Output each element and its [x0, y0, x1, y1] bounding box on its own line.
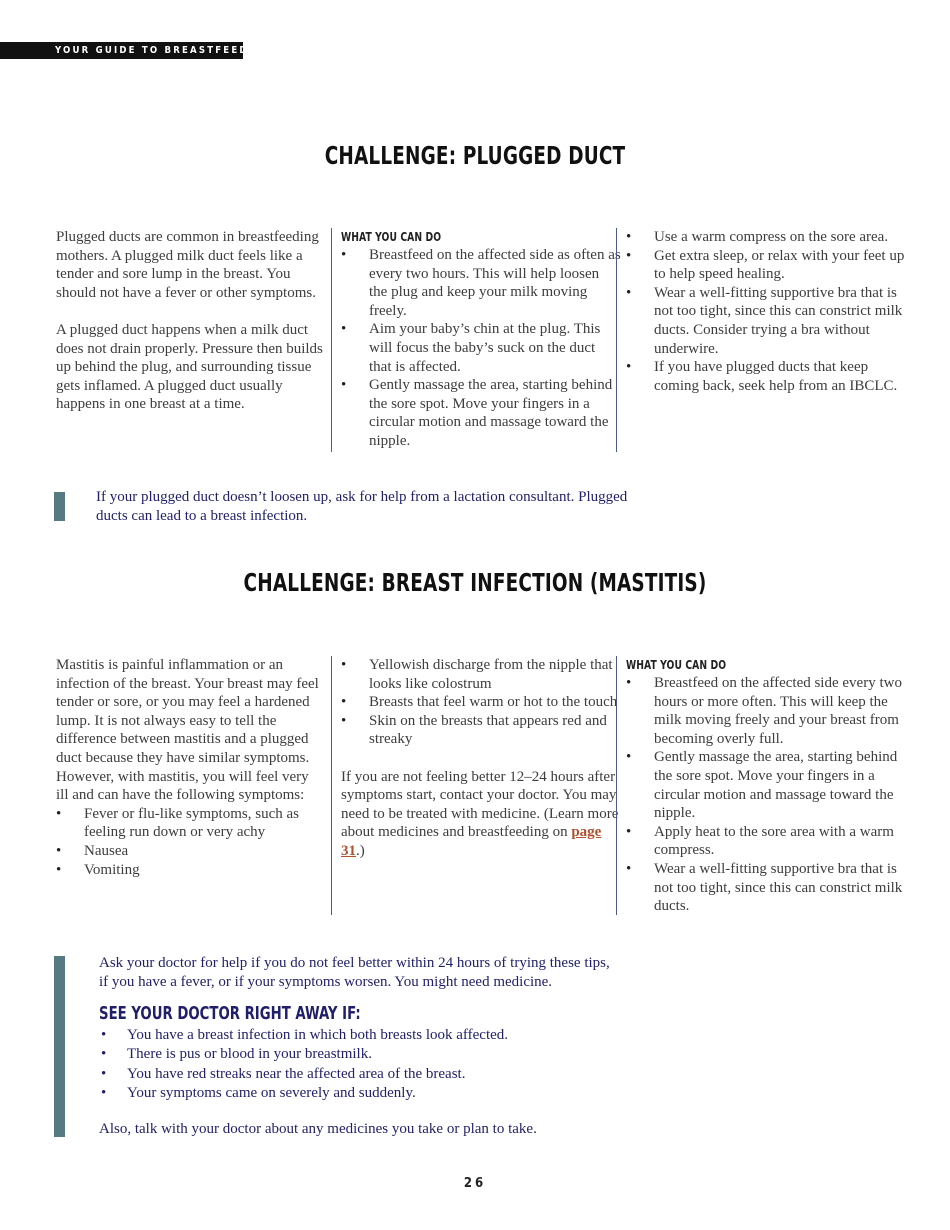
mastitis-symptoms-list: [56, 805, 322, 879]
list-item: • You have a breast infection in which both breasts look affected.: [99, 1026, 619, 1045]
mastitis-symptoms-column: [331, 656, 621, 915]
mastitis-callout-intro: Ask your doctor for help if you do not feel better within 24 hours of trying these tips, if you have a fever, or if your symptoms worsen. You might need medicine.: [99, 955, 610, 991]
list-item: • Your symptoms came on severely and suddenly.: [99, 1084, 619, 1103]
list-item: • Wear a well-fitting supportive bra that is not too tight, since this can constrict milk ducts.: [626, 860, 910, 916]
mastitis-callout-outro: Also, talk with your doctor about any medicines you take or plan to take.: [99, 1121, 537, 1138]
list-item: • Yellowish discharge from the nipple that looks like colostrum: [341, 656, 621, 693]
plugged-duct-more-tips-list: [626, 228, 910, 395]
page-number: 26: [463, 1176, 487, 1191]
mastitis-title: CHALLENGE: BREAST INFECTION (MASTITIS): [243, 568, 707, 597]
list-item: • Nausea: [56, 842, 322, 861]
list-item: • Use a warm compress on the sore area.: [626, 228, 910, 247]
mastitis-callout-bar: [54, 956, 65, 1137]
paragraph-text-end: .): [356, 842, 365, 859]
list-item: • Breastfeed on the affected side as often as every two hours. This will help loosen the plug and keep your milk moving freely.: [341, 246, 621, 320]
mastitis-callout: [99, 954, 619, 1140]
mastitis-what-to-do-list: [626, 674, 910, 916]
paragraph-text: If you are not feeling better 12–24 hours after symptoms start, contact your doctor. You may need to be treated with medicine. (Learn more about medicines and breastfeeding on: [341, 768, 619, 841]
mastitis-see-doctor-paragraph: [341, 768, 621, 861]
list-item: • You have red streaks near the affected area of the breast.: [99, 1065, 619, 1084]
plugged-duct-callout: [96, 488, 636, 527]
plugged-duct-callout-text: If your plugged duct doesn’t loosen up, ask for help from a lactation consultant. Plugged ducts can lead to a breast infection.: [96, 489, 628, 525]
list-item: • Vomiting: [56, 861, 322, 880]
plugged-duct-intro-column: [56, 228, 324, 414]
plugged-duct-more-tips-column: [616, 228, 910, 452]
mastitis-what-to-do-heading: WHAT YOU CAN DO: [626, 657, 727, 672]
plugged-duct-what-to-do-heading: WHAT YOU CAN DO: [341, 229, 442, 244]
list-item: • Gently massage the area, starting behind the sore spot. Move your fingers in a circular motion and massage toward the nipple.: [626, 748, 910, 822]
list-item: • There is pus or blood in your breastmilk.: [99, 1045, 619, 1064]
list-item: • Apply heat to the sore area with a warm compress.: [626, 823, 910, 860]
see-doctor-list: [99, 1026, 619, 1104]
list-item: • Breastfeed on the affected side every two hours or more often. This will keep the milk moving freely and your breast from becoming overly full.: [626, 674, 910, 748]
plugged-duct-what-to-do-list: [341, 246, 621, 451]
list-item: • Gently massage the area, starting behind the sore spot. Move your fingers in a circular motion and massage toward the nipple.: [341, 376, 621, 450]
plugged-duct-paragraph-2: A plugged duct happens when a milk duct does not drain properly. Pressure then builds up behind the plug, and surrounding tissue gets inflamed. A plugged duct usually happens in one breast at a time.: [56, 321, 323, 413]
plugged-duct-paragraph-1: Plugged ducts are common in breastfeeding mothers. A plugged milk duct feels like a tender and sore lump in the breast. You should not have a fever or other symptoms.: [56, 229, 319, 301]
list-item: • If you have plugged ducts that keep coming back, seek help from an IBCLC.: [626, 358, 910, 395]
list-item: • Wear a well-fitting supportive bra that is not too tight, since this can constrict milk ducts. Consider trying a bra without underwire.: [626, 284, 910, 358]
mastitis-more-symptoms-list: [341, 656, 621, 749]
list-item: • Fever or flu-like symptoms, such as feeling run down or very achy: [56, 805, 322, 842]
list-item: • Skin on the breasts that appears red and streaky: [341, 712, 621, 749]
mastitis-paragraph: Mastitis is painful inflammation or an infection of the breast. Your breast may feel tender or sore, or you may feel a hardened lump. It is not always easy to tell the difference between mastitis and a plugged duct because they have similar symptoms. However, with mastitis, you will feel very ill and can have the following symptoms:: [56, 657, 319, 804]
list-item: • Breasts that feel warm or hot to the touch: [341, 693, 621, 712]
plugged-duct-callout-bar: [54, 492, 65, 521]
plugged-duct-what-to-do-column: [331, 228, 621, 452]
page-31-link[interactable]: page 31: [341, 824, 602, 859]
guide-header-band: YOUR GUIDE TO BREASTFEEDING: [0, 42, 243, 59]
list-item: • Aim your baby’s chin at the plug. This will focus the baby’s suck on the duct that is affected.: [341, 320, 621, 376]
mastitis-what-to-do-column: [616, 656, 910, 915]
mastitis-intro-column: [56, 656, 322, 879]
plugged-duct-title: CHALLENGE: PLUGGED DUCT: [324, 141, 626, 170]
see-doctor-heading: SEE YOUR DOCTOR RIGHT AWAY IF:: [99, 1002, 361, 1024]
list-item: • Get extra sleep, or relax with your feet up to help speed healing.: [626, 247, 910, 284]
